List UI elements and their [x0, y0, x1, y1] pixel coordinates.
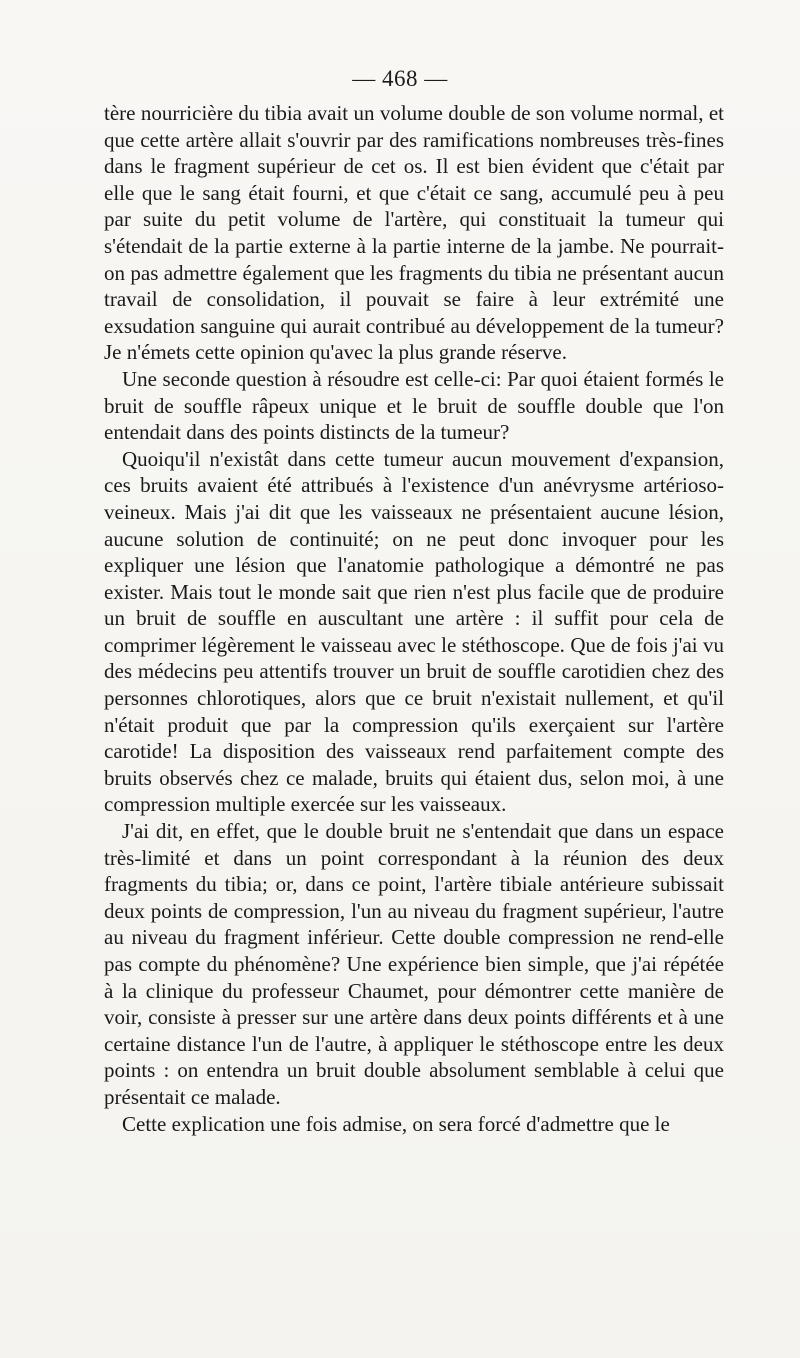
paragraph-5: Cette explication une fois admise, on sera forcé d'admettre que le [122, 1111, 670, 1136]
paragraph-1: tère nourricière du tibia avait un volume double de son volume normal, et que cette artère allait s'ouvrir par des ramifications nombreuses très-fines dans le fragment supérieur de cet os. Il est bien évident que c'était par elle que le sang était fourni, et que c'était ce sang, accumulé peu à peu par suite du petit volume de l'artère, qui constituait la tumeur qui s'étendait de la partie externe à la partie interne de la jambe. Ne pourrait-on pas admettre également que les fragments du tibia ne présentant aucun travail de consolidation, il pouvait se faire à leur extrémité une exsudation sanguine qui aurait contribué au développement de la tumeur? Je n'émets cette opinion qu'avec la plus grande réserve. [104, 101, 724, 365]
page-number: — 468 — [352, 66, 448, 91]
paragraph-2: Une seconde question à résoudre est celle-ci: Par quoi étaient formés le bruit de souffle râpeux unique et le bruit de souffle double que l'on entendait dans des points distincts de la tumeur? [104, 366, 724, 445]
body-text [104, 100, 724, 1137]
paragraph-4: J'ai dit, en effet, que le double bruit ne s'entendait que dans un espace très-limité et dans un point correspondant à la réunion des deux fragments du tibia; or, dans ce point, l'artère tibiale antérieure subissait deux points de compression, l'un au niveau du fragment supérieur, l'autre au niveau du fragment inférieur. Cette double compression ne rend-elle pas compte du phénomène? Une expérience bien simple, que j'ai répétée à la clinique du professeur Chaumet, pour démontrer cette manière de voir, consiste à presser sur une artère dans deux points différents et à une certaine distance l'un de l'autre, à appliquer le stéthoscope entre les deux points : on entendra un bruit double absolument semblable à celui que présentait ce malade. [104, 819, 724, 1109]
paragraph-3: Quoiqu'il n'existât dans cette tumeur aucun mouvement d'expansion, ces bruits avaient été attribués à l'existence d'un anévrysme artérioso-veineux. Mais j'ai dit que les vaisseaux ne présentaient aucune lésion, aucune solution de continuité; on ne peut donc invoquer pour les expliquer une lésion que l'anatomie pathologique a démontré ne pas exister. Mais tout le monde sait que rien n'est plus facile que de produire un bruit de souffle en auscultant une artère : il suffit pour cela de comprimer légèrement le vaisseau avec le stéthoscope. Que de fois j'ai vu des médecins peu attentifs trouver un bruit de souffle carotidien chez des personnes chlorotiques, alors que ce bruit n'existait nullement, et qu'il n'était produit que par la compression qu'ils exerçaient sur l'artère carotide! La disposition des vaisseaux rend parfaitement compte des bruits observés chez ce malade, bruits qui étaient dus, selon moi, à une compression multiple exercée sur les vaisseaux. [104, 446, 724, 817]
